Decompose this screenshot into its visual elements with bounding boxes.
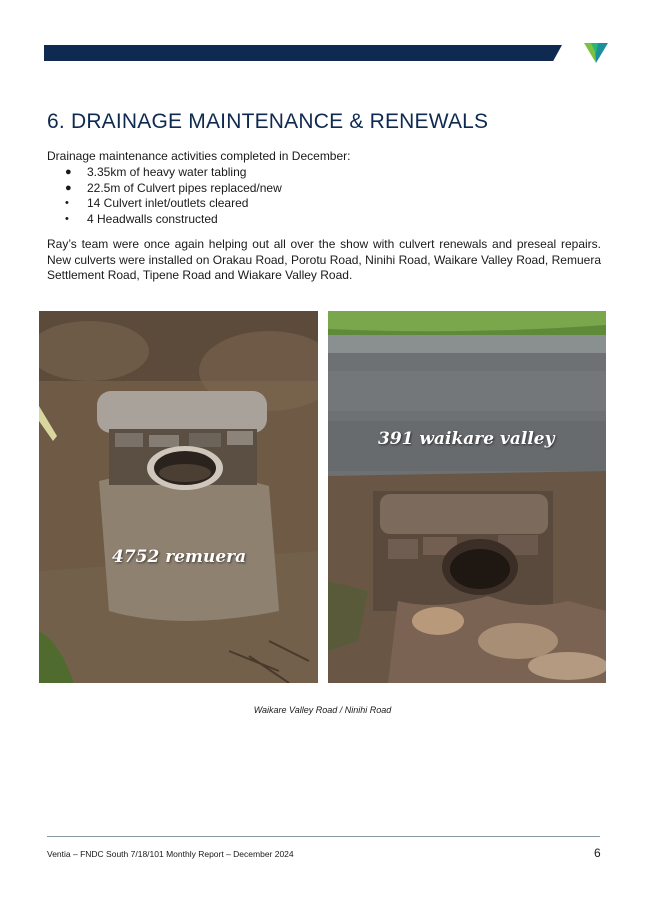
photo-label-waikare: 391 waikare valley xyxy=(378,429,555,449)
header-bar xyxy=(44,45,562,61)
footer-divider xyxy=(47,836,600,837)
photo-waikare-culvert xyxy=(328,311,606,683)
ventia-logo-icon xyxy=(584,42,608,64)
bullet-icon: • xyxy=(65,212,69,225)
intro-text: Drainage maintenance activities completed in December: xyxy=(47,149,351,163)
photo-label-remuera: 4752 remuera xyxy=(112,547,247,567)
activities-list xyxy=(47,165,282,227)
body-paragraph: Ray’s team were once again helping out all over the show with culvert renewals and preseal repairs. New culverts were installed on Orakau Road, Porotu Road, Ninihi Road, Waikare Valley Road, Remuera Settlement Road, Tipene Road and Wiakare Valley Road. xyxy=(47,237,601,283)
page-number: 6 xyxy=(594,846,601,860)
photo-remuera-culvert xyxy=(39,311,318,683)
photo-caption: Waikare Valley Road / Ninihi Road xyxy=(253,705,392,715)
list-item: • 14 Culvert inlet/outlets cleared xyxy=(65,196,249,211)
section-title: 6. DRAINAGE MAINTENANCE & RENEWALS xyxy=(47,110,489,133)
bullet-icon: • xyxy=(65,197,69,210)
list-item: ● 3.35km of heavy water tabling xyxy=(65,165,247,179)
list-item: ● 22.5m of Culvert pipes replaced/new xyxy=(65,180,282,195)
bullet-icon: ● xyxy=(65,181,72,194)
bullet-icon: ● xyxy=(65,166,72,178)
footer-text: Ventia – FNDC South 7/18/101 Monthly Report – December 2024 xyxy=(47,849,294,859)
list-item: • 4 Headwalls constructed xyxy=(65,211,218,226)
